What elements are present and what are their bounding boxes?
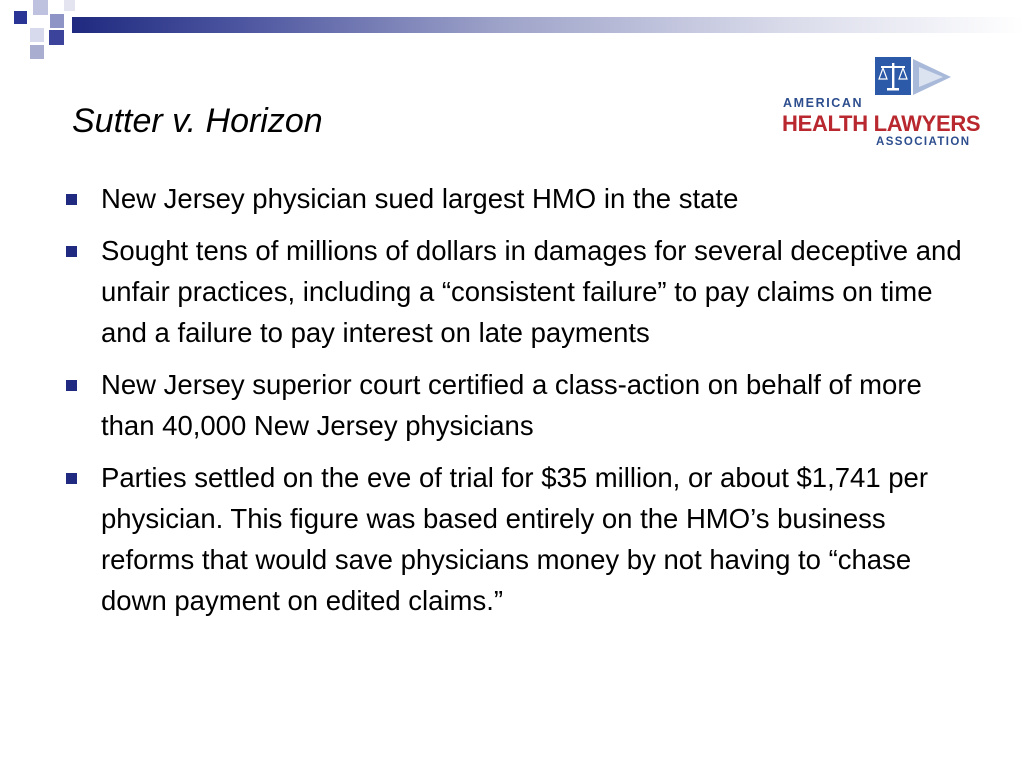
logo-text-association: ASSOCIATION [876, 136, 971, 148]
decor-square [64, 0, 75, 11]
decor-square [30, 28, 44, 42]
square-bullet-icon [66, 246, 77, 257]
bullet-item [64, 230, 969, 353]
logo-text-health-lawyers: HEALTH LAWYERS [782, 111, 981, 136]
bullet-item [64, 178, 969, 219]
slide-title: Sutter v. Horizon [72, 102, 323, 140]
decor-square [50, 14, 64, 28]
square-bullet-icon [66, 380, 77, 391]
bullet-text: Parties settled on the eve of trial for $35 million, or about $1,741 per physician. This figure was based entirely on the HMO’s business reforms that would save physicians money by not having to “chase down payment on edited claims.” [101, 462, 929, 616]
bullet-item [64, 364, 969, 446]
bullet-list [64, 178, 969, 632]
decor-square [14, 11, 27, 24]
decor-square [49, 30, 64, 45]
bullet-text: New Jersey superior court certified a class-action on behalf of more than 40,000 New Jersey physicians [101, 369, 922, 441]
square-bullet-icon [66, 473, 77, 484]
bullet-text: New Jersey physician sued largest HMO in the state [101, 183, 739, 214]
header-gradient-bar [72, 17, 1024, 33]
square-bullet-icon [66, 194, 77, 205]
aha-logo [780, 55, 980, 150]
bullet-item [64, 457, 969, 621]
logo-text-american: AMERICAN [783, 96, 864, 110]
scales-of-justice-icon [873, 55, 953, 103]
decor-square [33, 0, 48, 15]
decor-square [30, 45, 44, 59]
bullet-text: Sought tens of millions of dollars in damages for several deceptive and unfair practices, including a “consistent failure” to pay claims on time and a failure to pay interest on late payments [101, 235, 962, 348]
